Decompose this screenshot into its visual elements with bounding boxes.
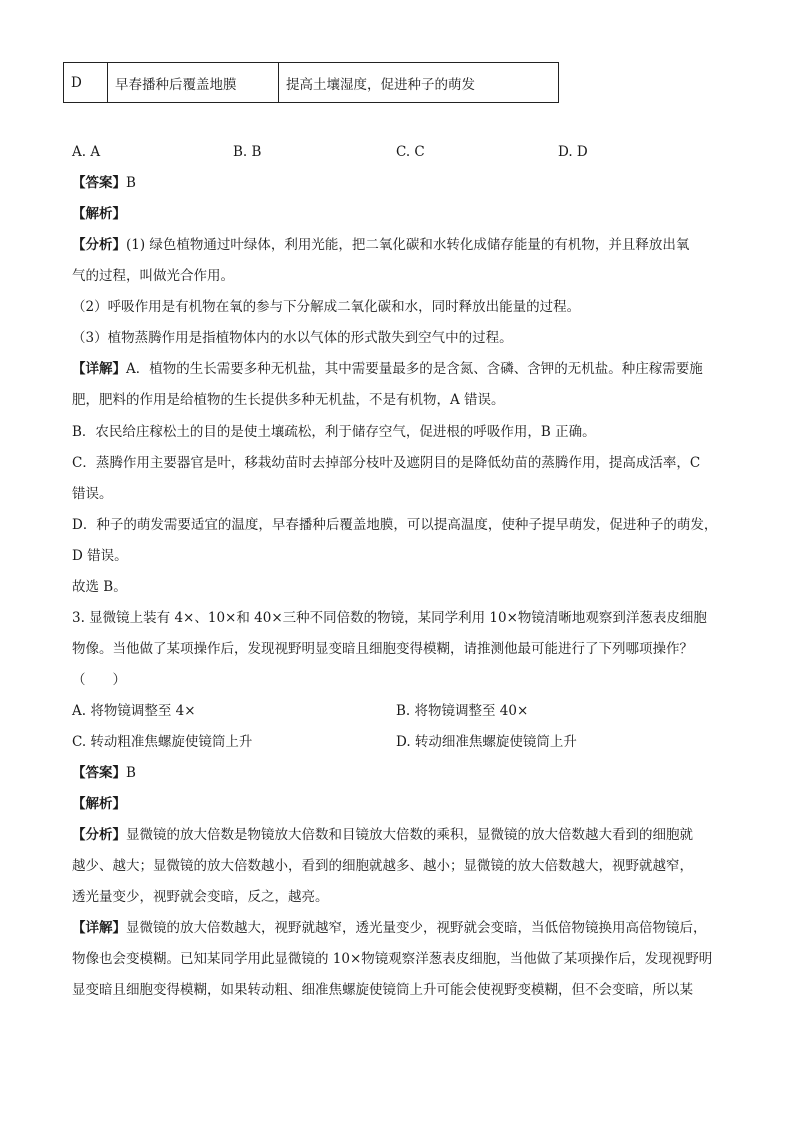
q3-stem-line-3: （ ） bbox=[72, 672, 126, 688]
table-row bbox=[64, 63, 559, 103]
q3-answer bbox=[72, 764, 136, 782]
fenxi-text: 显微镜的放大倍数是物镜放大倍数和目镜放大倍数的乘积，显微镜的放大倍数越大看到的细胞就 bbox=[126, 827, 693, 843]
xiangjie-label: 【详解】 bbox=[72, 361, 126, 377]
q2-option-c: C. C bbox=[396, 144, 425, 160]
q3-xiangjie-line-2: 物像也会变模糊。已知某同学用此显微镜的 10×物镜观察洋葱表皮细胞，当他做了某项操作后，发现视野明 bbox=[72, 951, 713, 967]
q3-fenxi-line-2: 越少、越大；显微镜的放大倍数越小，看到的细胞就越多、越小；显微镜的放大倍数越大，视野就越窄， bbox=[72, 858, 693, 874]
answer-value: B bbox=[126, 175, 136, 191]
q2-fenxi-line-4: （3）植物蒸腾作用是指植物体内的水以气体的形式散失到空气中的过程。 bbox=[72, 330, 513, 346]
analysis-label: 【解析】 bbox=[72, 206, 126, 222]
q2-xiangjie-line-3: B．农民给庄稼松土的目的是使土壤疏松，利于储存空气，促进根的呼吸作用，B 正确。 bbox=[72, 424, 596, 440]
q2-xiangjie-line-2: 肥，肥料的作用是给植物的生长提供多种无机盐，不是有机物，A 错误。 bbox=[72, 392, 505, 408]
fenxi-label: 【分析】 bbox=[72, 827, 126, 843]
answer-label: 【答案】 bbox=[72, 765, 126, 781]
q2-fenxi-line-2: 气的过程，叫做光合作用。 bbox=[72, 268, 234, 284]
q2-xiangjie-line-4: C．蒸腾作用主要器官是叶，移栽幼苗时去掉部分枝叶及遮阴目的是降低幼苗的蒸腾作用，提高成活率，C bbox=[72, 455, 701, 471]
q3-fenxi-line-3: 透光量变少，视野就会变暗，反之，越亮。 bbox=[72, 889, 329, 905]
q3-option-c: C. 转动粗准焦螺旋使镜筒上升 bbox=[72, 734, 253, 750]
q2-xiangjie-line-6: D．种子的萌发需要适宜的温度，早春播种后覆盖地膜，可以提高温度，使种子提早萌发，促进种子的萌发， bbox=[72, 517, 718, 533]
xiangjie-text: A．植物的生长需要多种无机盐，其中需要量最多的是含氮、含磷、含钾的无机盐。种庄稼需要施 bbox=[126, 361, 703, 377]
analysis-label: 【解析】 bbox=[72, 796, 126, 812]
fenxi-label: 【分析】 bbox=[72, 237, 126, 253]
q2-fenxi-line-3: （2）呼吸作用是有机物在氧的参与下分解成二氧化碳和水，同时释放出能量的过程。 bbox=[72, 299, 581, 315]
answer-value: B bbox=[126, 765, 136, 781]
table-cell-purpose: 提高土壤湿度，促进种子的萌发 bbox=[279, 63, 559, 103]
fenxi-text: (1) 绿色植物通过叶绿体，利用光能，把二氧化碳和水转化成储存能量的有机物，并且释放出氧 bbox=[126, 237, 690, 253]
q3-fenxi-line-1 bbox=[72, 826, 693, 844]
table-cell-method: 早春播种后覆盖地膜 bbox=[108, 63, 279, 103]
q2-analysis-heading bbox=[72, 205, 126, 223]
q2-xiangjie-line-5: 错误。 bbox=[72, 486, 113, 502]
q3-xiangjie-line-1 bbox=[72, 919, 707, 937]
q3-analysis-heading bbox=[72, 795, 126, 813]
q2-option-b: B. B bbox=[233, 144, 262, 160]
q3-stem-line-1: 3. 显微镜上装有 4×、10×和 40×三种不同倍数的物镜，某同学利用 10×物镜清晰地观察到洋葱表皮细胞 bbox=[72, 610, 707, 626]
q3-stem-line-2: 物像。当他做了某项操作后，发现视野明显变暗且细胞变得模糊，请推测他最可能进行了下列哪项操作？ bbox=[72, 641, 693, 657]
xiangjie-label: 【详解】 bbox=[72, 920, 126, 936]
table-cell-letter: D bbox=[64, 63, 108, 103]
answer-label: 【答案】 bbox=[72, 175, 126, 191]
q2-xiangjie-line-1 bbox=[72, 360, 703, 378]
q2-option-a: A. A bbox=[72, 144, 101, 160]
xiangjie-text: 显微镜的放大倍数越大，视野就越窄，透光量变少，视野就会变暗，当低倍物镜换用高倍物镜后， bbox=[126, 920, 707, 936]
q3-xiangjie-line-3: 显变暗且细胞变得模糊，如果转动粗、细准焦螺旋使镜筒上升可能会使视野变模糊，但不会变暗，所以某 bbox=[72, 982, 693, 998]
q2-xiangjie-line-7: D 错误。 bbox=[72, 548, 128, 564]
q3-option-d: D. 转动细准焦螺旋使镜筒上升 bbox=[396, 734, 577, 750]
q3-option-a: A. 将物镜调整至 4× bbox=[72, 703, 196, 719]
q3-option-b: B. 将物镜调整至 40× bbox=[396, 703, 529, 719]
options-table bbox=[63, 62, 559, 103]
q2-option-d: D. D bbox=[558, 144, 588, 160]
q2-xiangjie-line-8: 故选 B。 bbox=[72, 579, 127, 595]
q2-fenxi-line-1 bbox=[72, 236, 689, 254]
q2-answer bbox=[72, 174, 136, 192]
